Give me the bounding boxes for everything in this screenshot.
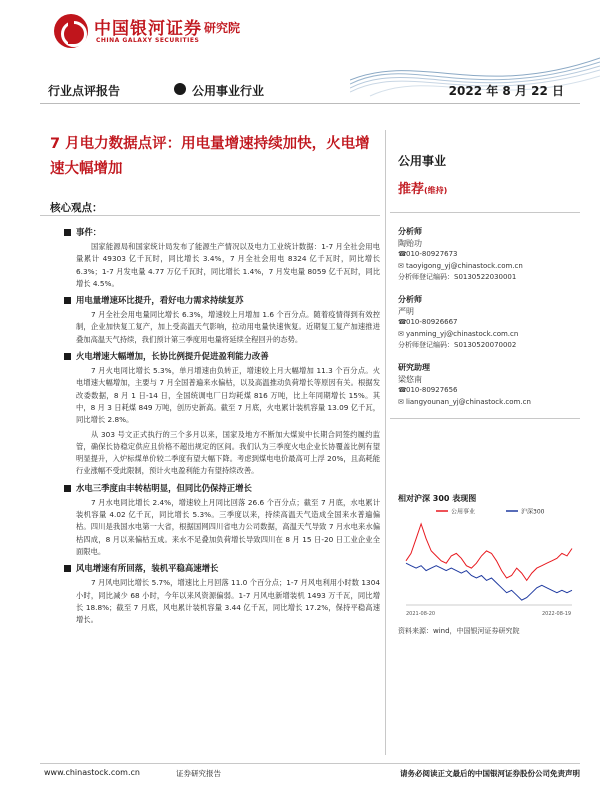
- square-bullet-icon: [64, 485, 71, 492]
- analyst-name: 严明: [398, 306, 414, 316]
- sidebar-rating: 推荐(维持): [398, 182, 448, 197]
- section-title: 水电三季度由丰转枯明显，但同比仍保持正增长: [62, 482, 382, 495]
- main-content: [62, 222, 382, 626]
- section-paragraph: 从 303 号文正式执行的三个多月以来，国家及地方不断加大煤炭中长期合同签约履约监管，确保长协稳定供应且价格不超出规定的区间。我们认为三季度火电企业长协覆盖比例有望明显提升，入炉标煤单价较二季度有望大幅下降。考虑到煤电电价最高可上浮 20%，且高耗能行业涨幅不受此限制，预计火电盈利能力有望持续改善。: [76, 429, 380, 476]
- analyst-cert: 分析师登记编码：S0130522030001: [398, 273, 517, 281]
- report-banner: [40, 74, 580, 104]
- phone-icon: ☎: [398, 386, 407, 394]
- analyst-name: 梁悠南: [398, 374, 422, 384]
- square-bullet-icon: [64, 353, 71, 360]
- section-paragraph: 7 月全社会用电量同比增长 6.3%，增速较上月增加 1.6 个百分点。随着疫情得到有效控制，企业加快复工复产，加上受高温天气影响，拉动用电量快速恢复。近期复工复产加速推进叠加高温天气持续，我们预计第三季度用电量将延续全程回升的态势。: [76, 310, 380, 344]
- logo-en-text: CHINA GALAXY SECURITIES: [96, 37, 200, 44]
- email-icon: ✉: [398, 329, 404, 338]
- section-paragraph: 7 月风电同比增长 5.7%，增速比上月回落 11.0 个百分点；1-7 月风电利用小时数 1304 小时，同比减少 68 小时，今年以来风资源偏弱。1-7 月风电新增装机 1493 万千瓦，同比增长 18.8%；截至 7 月底，风电累计装机容量 3.44 亿千瓦，同比增长 17.2%，保持平稳高速增长。: [76, 578, 380, 625]
- chart-title: 相对沪深 300 表现图: [398, 494, 477, 503]
- analyst-phone: 010-80927656: [406, 386, 458, 394]
- analyst-role: 分析师: [398, 295, 422, 304]
- analyst-block: [398, 226, 523, 284]
- section-title: 用电量增速环比提升，看好电力需求持续复苏: [62, 294, 382, 307]
- divider: [390, 418, 580, 419]
- analyst-email[interactable]: liangyounan_yj@chinastock.com.cn: [406, 397, 531, 406]
- phone-icon: ☎: [398, 318, 407, 326]
- analyst-phone: 010-80926667: [406, 318, 458, 326]
- email-icon: ✉: [398, 261, 404, 270]
- footer-label: 证券研究报告: [176, 769, 221, 778]
- square-bullet-icon: [64, 229, 71, 236]
- section-paragraph: 7 月水电同比增长 2.4%，增速较上月同比回落 26.6 个百分点；截至 7 月底，水电累计装机容量 4.02 亿千瓦，同比增长 5.3%。三季度以来，持续高温天气造成全国来水普遍偏枯。四川是我国水电第一大省，根据国网四川省电力公司数据，高温天气导致 7 月水电来水偏枯四成，8 月以来偏枯五成。来水不足叠加负荷增长导致四川在 8 月 15 日-20 日工业企业全面限电。: [76, 497, 380, 556]
- sidebar-industry: 公用事业: [398, 154, 447, 168]
- section-title: 风电增速有所回落，装机平稳高速增长: [62, 562, 382, 575]
- square-bullet-icon: [64, 565, 71, 572]
- analyst-phone: 010-80927673: [406, 250, 458, 258]
- report-title: 7 月电力数据点评：用电量增速持续加快，火电增速大幅增加: [50, 136, 370, 177]
- series-line-0: [406, 524, 572, 581]
- footer-divider: [40, 763, 580, 764]
- analyst-email[interactable]: yanming_yj@chinastock.com.cn: [406, 329, 519, 338]
- analyst-name: 陶贻功: [398, 238, 422, 248]
- column-divider: [385, 130, 386, 755]
- divider: [390, 212, 580, 213]
- legend-label: 沪深300: [521, 508, 545, 516]
- performance-chart: [396, 505, 578, 620]
- square-bullet-icon: [64, 297, 71, 304]
- x-tick-label: 2022-08-19: [542, 611, 572, 617]
- logo-cn-text: 中国银河证券: [94, 19, 202, 39]
- footer-disclaimer: 请务必阅读正文最后的中国银河证券股份公司免责声明: [400, 769, 580, 778]
- core-heading: 核心观点：: [50, 202, 103, 214]
- analyst-block: [398, 294, 518, 352]
- analyst-block: [398, 362, 531, 408]
- email-icon: ✉: [398, 397, 404, 406]
- legend-label: 公用事业: [451, 508, 476, 516]
- section-paragraph: 7 月火电同比增长 5.3%，单月增速由负转正，增速较上月大幅增加 11.3 个百分点。火电增速大幅增加，主要与 7 月全国普遍来水偏枯，以及高温推动负荷增长等原因有关。根据发改委数据，8 月 1 日-14 日，全国统调电厂日均耗煤 816 万吨，比上年同期增长 15%。其中，8 月 3 日耗煤 849 万吨，创历史新高。截至 7 月底，火电累计装机容量 13.09 亿千瓦，同比增长 2.8%。: [76, 366, 380, 425]
- analyst-email[interactable]: taoyigong_yj@chinastock.com.cn: [406, 261, 523, 270]
- analyst-role: 研究助理: [398, 363, 430, 372]
- analyst-cert: 分析师登记编码：S0130520070002: [398, 341, 517, 349]
- footer-url[interactable]: www.chinastock.com.cn: [44, 768, 140, 777]
- section-title: 事件：: [62, 226, 382, 239]
- report-type: 行业点评报告: [48, 84, 121, 98]
- analyst-role: 分析师: [398, 227, 422, 236]
- chart-source: 资料来源：wind，中国银河证券研究院: [398, 627, 520, 635]
- banner-dot-icon: [174, 83, 186, 95]
- page-header: [0, 0, 600, 100]
- divider: [40, 215, 380, 216]
- report-date: 2022 年 8 月 22 日: [448, 84, 564, 98]
- report-industry: 公用事业行业: [192, 84, 265, 98]
- galaxy-logo-icon: [54, 14, 88, 48]
- phone-icon: ☎: [398, 250, 407, 258]
- logo-institute-text: 研究院: [204, 21, 241, 35]
- rating-note: (维持): [424, 186, 448, 195]
- section-title: 火电增速大幅增加，长协比例提升促进盈利能力改善: [62, 350, 382, 363]
- series-line-1: [406, 563, 572, 600]
- section-paragraph: 国家能源局和国家统计局发布了能源生产情况以及电力工业统计数据：1-7 月全社会用电量累计 49303 亿千瓦时，同比增长 3.4%，7 月全社会用电 8324 亿千瓦时，同比增长 6.3%；1-7 月发电量 4.77 万亿千瓦时，同比增长 1.4%，7 月发电量 8059 亿千瓦时，同比增长 4.5%。: [76, 242, 380, 288]
- x-tick-label: 2021-08-20: [406, 611, 436, 617]
